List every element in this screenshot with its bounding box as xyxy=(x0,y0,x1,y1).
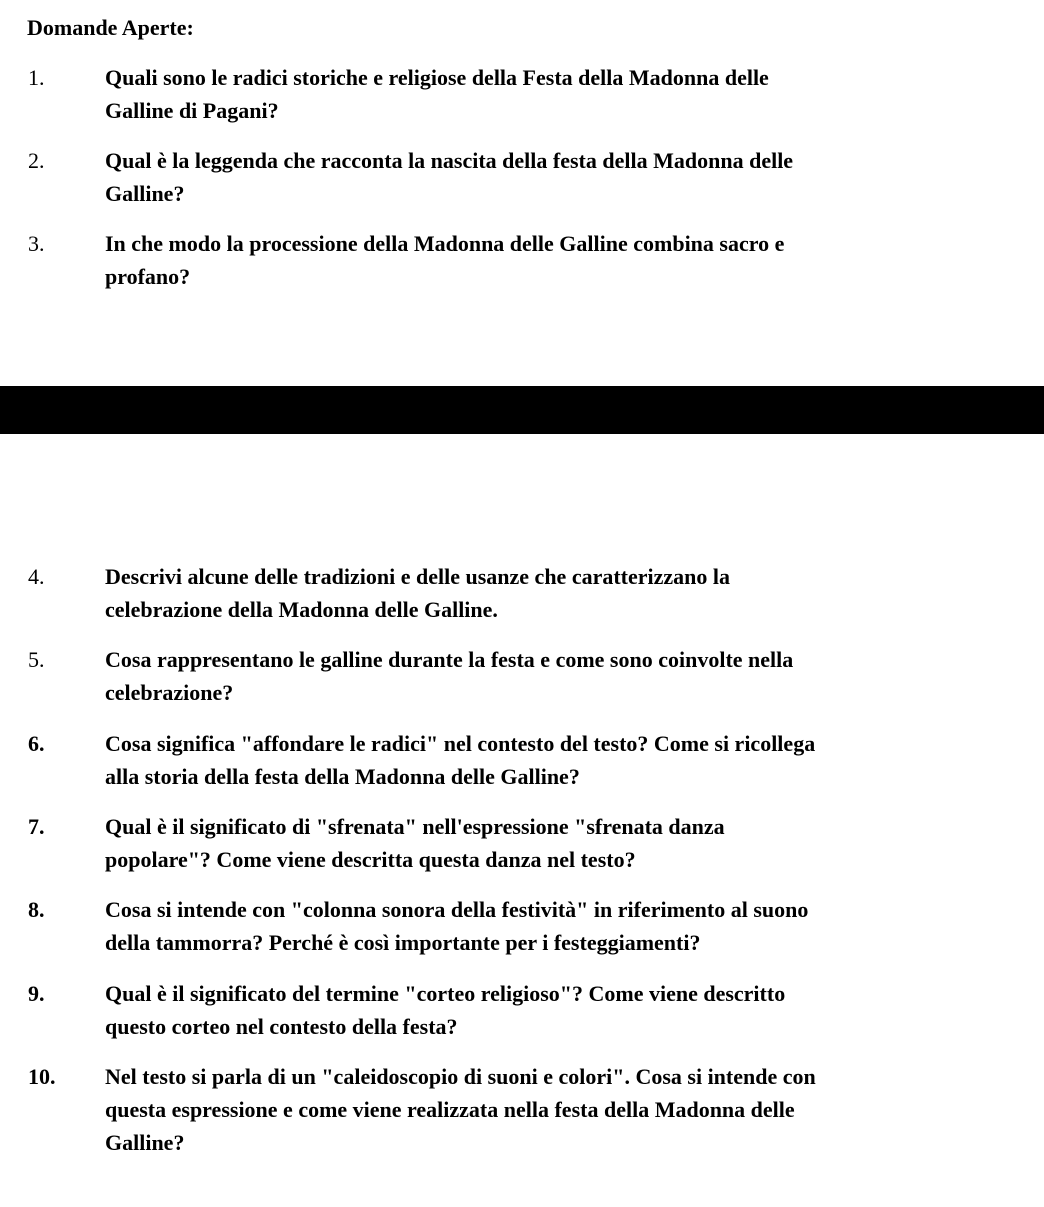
question-number: 2. xyxy=(28,148,45,173)
question-item xyxy=(28,893,1028,959)
question-text: Cosa rappresentano le galline durante la festa e come sono coinvolte nella xyxy=(105,647,794,672)
question-item xyxy=(28,1060,1028,1159)
question-text: popolare"? Come viene descritta questa danza nel testo? xyxy=(105,847,636,872)
question-text: In che modo la processione della Madonna delle Galline combina sacro e xyxy=(105,231,785,256)
question-text: celebrazione? xyxy=(105,680,234,705)
question-item xyxy=(28,810,1028,876)
question-number: 10. xyxy=(28,1064,56,1089)
question-number: 8. xyxy=(28,897,45,922)
section-title: Domande Aperte: xyxy=(27,15,194,40)
question-item xyxy=(28,227,1028,293)
question-item xyxy=(28,727,1028,793)
question-text: Galline di Pagani? xyxy=(105,98,279,123)
question-number: 6. xyxy=(28,731,45,756)
question-text: alla storia della festa della Madonna delle Galline? xyxy=(105,764,580,789)
question-item xyxy=(28,560,1028,626)
question-number: 5. xyxy=(28,647,45,672)
question-text: Descrivi alcune delle tradizioni e delle usanze che caratterizzano la xyxy=(105,564,731,589)
question-item xyxy=(28,643,1028,709)
question-number: 3. xyxy=(28,231,45,256)
question-item xyxy=(28,144,1028,210)
question-text: Galline? xyxy=(105,1130,185,1155)
question-text: celebrazione della Madonna delle Galline. xyxy=(105,597,498,622)
question-text: Qual è la leggenda che racconta la nascita della festa della Madonna delle xyxy=(105,148,794,173)
question-text: questo corteo nel contesto della festa? xyxy=(105,1014,458,1039)
redaction-bar xyxy=(0,386,1044,434)
question-number: 1. xyxy=(28,65,45,90)
question-text: Galline? xyxy=(105,181,185,206)
question-item xyxy=(28,977,1028,1043)
question-text: della tammorra? Perché è così importante per i festeggiamenti? xyxy=(105,930,701,955)
question-text: Cosa si intende con "colonna sonora della festività" in riferimento al suono xyxy=(105,897,809,922)
question-text: Qual è il significato del termine "corteo religioso"? Come viene descritto xyxy=(105,981,786,1006)
question-item xyxy=(28,61,1028,127)
question-text: questa espressione e come viene realizzata nella festa della Madonna delle xyxy=(105,1097,795,1122)
question-text: Qual è il significato di "sfrenata" nell'espressione "sfrenata danza xyxy=(105,814,725,839)
question-text: Nel testo si parla di un "caleidoscopio di suoni e colori". Cosa si intende con xyxy=(105,1064,816,1089)
question-text: profano? xyxy=(105,264,191,289)
question-number: 9. xyxy=(28,981,45,1006)
question-number: 7. xyxy=(28,814,45,839)
question-text: Cosa significa "affondare le radici" nel contesto del testo? Come si ricollega xyxy=(105,731,816,756)
question-number: 4. xyxy=(28,564,45,589)
question-text: Quali sono le radici storiche e religiose della Festa della Madonna delle xyxy=(105,65,769,90)
